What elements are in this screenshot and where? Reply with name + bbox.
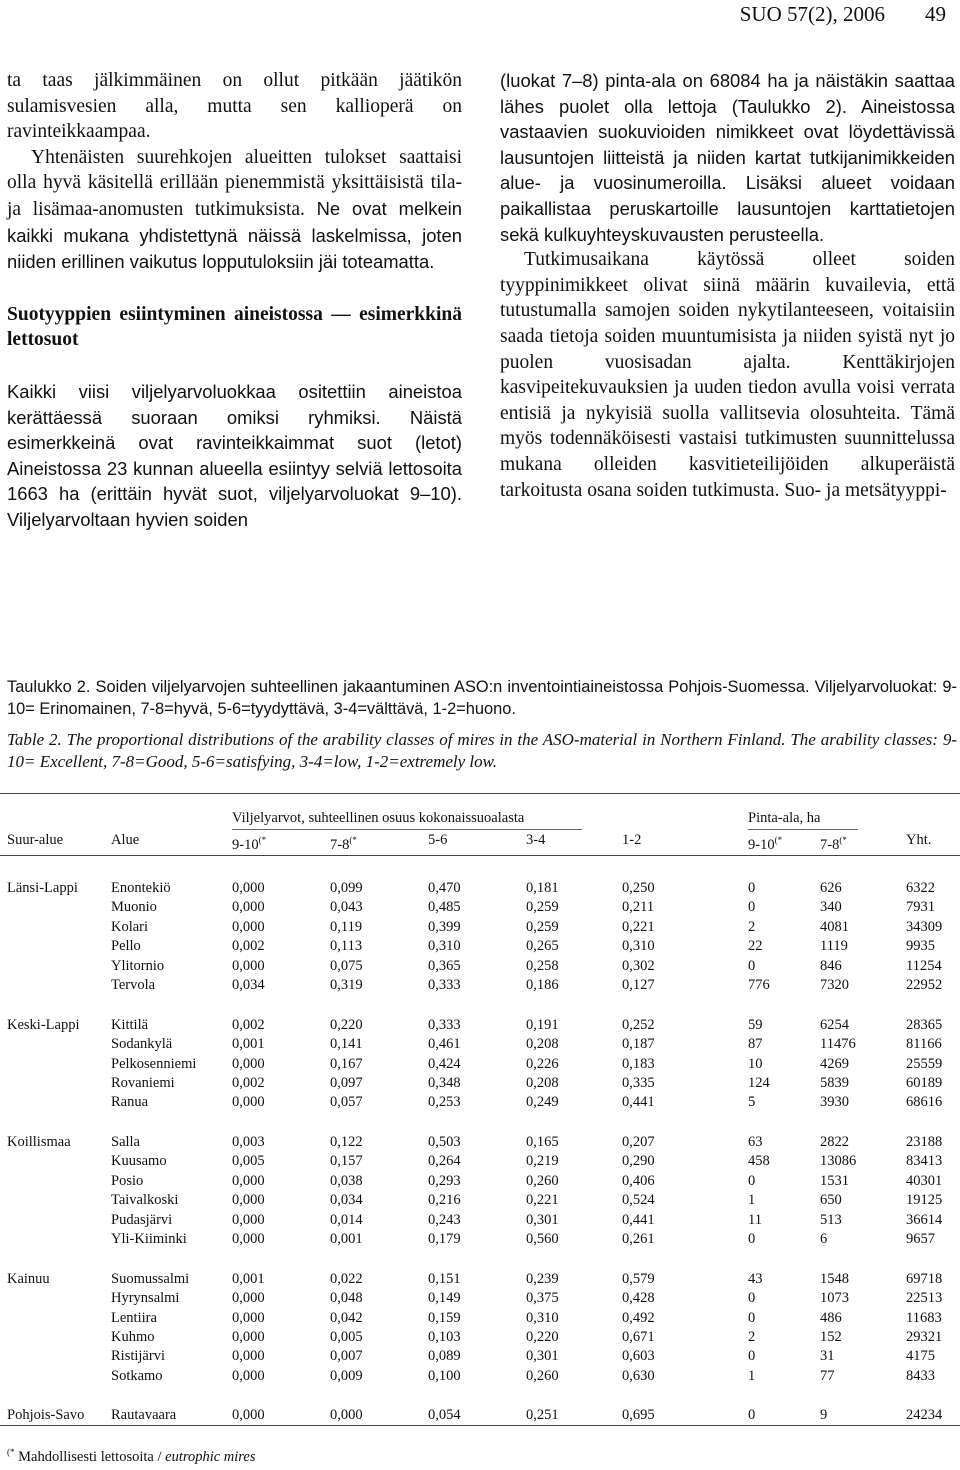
value-cell: 11683	[906, 1310, 942, 1326]
value-cell: 1119	[820, 938, 848, 954]
table-footnote: (* Mahdollisesti lettosoita / eutrophic mires	[7, 1447, 256, 1465]
value-cell: 9	[820, 1407, 828, 1423]
area-cell: Yli-Kiiminki	[111, 1231, 187, 1247]
value-cell: 0,113	[330, 938, 363, 954]
running-header	[740, 2, 946, 27]
value-cell: 0,258	[526, 958, 559, 974]
paragraph: ta taas jälkimmäinen on ollut pitkään jäätikön sulamisvesien alla, mutta sen kallioperä on ravinteikkaampaa.	[7, 70, 462, 143]
value-cell: 87	[748, 1036, 763, 1052]
value-cell: 0,127	[622, 977, 655, 993]
value-cell: 0,003	[232, 1134, 265, 1150]
value-cell: 0	[748, 1290, 756, 1306]
value-cell: 0,191	[526, 1017, 559, 1033]
value-cell: 7320	[820, 977, 849, 993]
value-cell: 28365	[906, 1017, 943, 1033]
paragraph-part: Näistä esimerkkeinä ovat ravinteikkaimmat suot (letot) Aineistossa 23 kunnan alueella esiintyy selviä lettosoita 1663 ha (erittäin hyvät suot, viljelyarvoluokat 9–10). Viljelyarvoltaan hyvien soiden	[7, 406, 462, 530]
value-cell: 0,399	[428, 919, 461, 935]
col-header: 3-4	[526, 832, 546, 848]
area-cell: Pudasjärvi	[111, 1212, 173, 1228]
value-cell: 0	[748, 1310, 756, 1326]
area-cell: Sotkamo	[111, 1368, 163, 1384]
area-cell: Kittilä	[111, 1017, 149, 1033]
value-cell: 0,211	[622, 899, 655, 915]
value-cell: 0,000	[232, 1290, 265, 1306]
region-cell: Koillismaa	[7, 1134, 71, 1150]
value-cell: 340	[820, 899, 842, 915]
value-cell: 0,630	[622, 1368, 655, 1384]
col-header: Yht.	[906, 832, 932, 848]
value-cell: 3930	[820, 1094, 849, 1110]
value-cell: 776	[748, 977, 770, 993]
area-cell: Kuhmo	[111, 1329, 155, 1345]
value-cell: 0,293	[428, 1173, 461, 1189]
value-cell: 24234	[906, 1407, 943, 1423]
value-cell: 0,265	[526, 938, 559, 954]
value-cell: 0,220	[526, 1329, 559, 1345]
value-cell: 0,000	[232, 899, 265, 915]
value-cell: 11476	[820, 1036, 856, 1052]
column-group-header: Pinta-ala, ha	[748, 810, 821, 826]
value-cell: 0,290	[622, 1153, 655, 1169]
value-cell: 0,000	[232, 1192, 265, 1208]
area-cell: Suomussalmi	[111, 1271, 190, 1287]
value-cell: 1531	[820, 1173, 849, 1189]
value-cell: 0	[748, 1407, 756, 1423]
value-cell: 22952	[906, 977, 943, 993]
value-cell: 0,034	[232, 977, 265, 993]
paragraph: Tutkimusaikana käytössä olleet soiden tyyppinimikkeet olivat siinä määrin kuvailevia, että tutustumalla samojen soiden nykytilanteeseen, voitaisiin saada tietoja soiden muuntumisista ja niiden syistä nyt jo puolen vuosisadan ajalta. Kenttäkirjojen kasvipeitekuvauksien ja uuden tiedon avulla voisi verrata entisiä ja nykyisiä suolla vallitsevia olosuhteita. Tämä myös todennäköisesti vastaisi tutkimusten suunnittelussa mukana olleiden kasvitieteilijöiden alkuperäistä tarkoitusta osana soiden tutkimusta. Suo- ja metsätyyppi-	[500, 249, 955, 501]
paragraph-part: Kaikki viisi viljelyarvoluokkaa ositettiin aineistoa kerättäessä suoraan omiksi ryhmiksi.	[7, 380, 462, 428]
table-top-rule	[0, 793, 960, 794]
area-cell: Muonio	[111, 899, 157, 915]
header-rule	[0, 855, 960, 856]
value-cell: 81166	[906, 1036, 942, 1052]
value-cell: 0,252	[622, 1017, 655, 1033]
value-cell: 0,221	[622, 919, 655, 935]
value-cell: 29321	[906, 1329, 943, 1345]
value-cell: 2822	[820, 1134, 849, 1150]
paragraph-part: Yhtenäisten suurehkojen alueitten tulokset saattaisi olla hyvä käsitellä erillään pienemmistä yksittäisistä tila- ja lisämaa-anomusten tutkimuksista.	[7, 146, 462, 220]
page-number: 49	[925, 2, 946, 26]
value-cell: 0,000	[232, 1212, 265, 1228]
area-cell: Taivalkoski	[111, 1192, 179, 1208]
value-cell: 0,002	[232, 1017, 265, 1033]
value-cell: 0,301	[526, 1348, 559, 1364]
value-cell: 0,220	[330, 1017, 363, 1033]
region-cell: Länsi-Lappi	[7, 880, 78, 896]
area-cell: Ristijärvi	[111, 1348, 165, 1364]
value-cell: 1	[748, 1192, 756, 1208]
value-cell: 0,100	[428, 1368, 461, 1384]
value-cell: 0,251	[526, 1407, 559, 1423]
value-cell: 0,141	[330, 1036, 363, 1052]
area-cell: Ranua	[111, 1094, 149, 1110]
value-cell: 83413	[906, 1153, 943, 1169]
value-cell: 0,302	[622, 958, 655, 974]
value-cell: 36614	[906, 1212, 943, 1228]
value-cell: 4175	[906, 1348, 935, 1364]
area-cell: Rovaniemi	[111, 1075, 175, 1091]
col-header: 5-6	[428, 832, 448, 848]
value-cell: 0	[748, 899, 756, 915]
value-cell: 0,333	[428, 977, 461, 993]
value-cell: 0,000	[232, 1407, 265, 1423]
value-cell: 0,424	[428, 1056, 461, 1072]
section-heading: Suotyyppien esiintyminen aineistossa — esimerkkinä lettosuot	[7, 303, 462, 351]
value-cell: 0,301	[526, 1212, 559, 1228]
value-cell: 0,208	[526, 1075, 559, 1091]
value-cell: 0	[748, 1348, 756, 1364]
value-cell: 2	[748, 1329, 756, 1345]
value-cell: 0,695	[622, 1407, 655, 1423]
value-cell: 0,159	[428, 1310, 461, 1326]
value-cell: 0,181	[526, 880, 559, 896]
value-cell: 59	[748, 1017, 763, 1033]
left-column	[7, 68, 462, 533]
value-cell: 0,253	[428, 1094, 461, 1110]
value-cell: 0	[748, 880, 756, 896]
value-cell: 0,099	[330, 880, 363, 896]
value-cell: 0,048	[330, 1290, 363, 1306]
area-cell: Ylitornio	[111, 958, 165, 974]
value-cell: 0,122	[330, 1134, 363, 1150]
value-cell: 6	[820, 1231, 828, 1247]
value-cell: 43	[748, 1271, 763, 1287]
value-cell: 0,000	[232, 1231, 265, 1247]
value-cell: 0,001	[232, 1036, 265, 1052]
value-cell: 0,000	[232, 1310, 265, 1326]
area-cell: Lentiira	[111, 1310, 157, 1326]
value-cell: 0,042	[330, 1310, 363, 1326]
col-header: Suur-alue	[7, 832, 64, 848]
value-cell: 0,000	[232, 1329, 265, 1345]
value-cell: 0,103	[428, 1329, 461, 1345]
value-cell: 0,183	[622, 1056, 655, 1072]
value-cell: 0,406	[622, 1173, 655, 1189]
value-cell: 0,441	[622, 1212, 655, 1228]
value-cell: 0,461	[428, 1036, 461, 1052]
value-cell: 0,470	[428, 880, 461, 896]
value-cell: 63	[748, 1134, 763, 1150]
value-cell: 0,603	[622, 1348, 655, 1364]
value-cell: 11254	[906, 958, 942, 974]
region-cell: Pohjois-Savo	[7, 1407, 85, 1423]
value-cell: 0,167	[330, 1056, 363, 1072]
value-cell: 0,002	[232, 938, 265, 954]
value-cell: 0,261	[622, 1231, 655, 1247]
value-cell: 0,579	[622, 1271, 655, 1287]
paragraph	[7, 145, 462, 276]
value-cell: 0,000	[232, 880, 265, 896]
value-cell: 0,009	[330, 1368, 363, 1384]
value-cell: 0,075	[330, 958, 363, 974]
value-cell: 0,089	[428, 1348, 461, 1364]
value-cell: 6254	[820, 1017, 849, 1033]
region-cell: Keski-Lappi	[7, 1017, 80, 1033]
col-header: 7-8(*	[330, 835, 357, 853]
value-cell: 0,348	[428, 1075, 461, 1091]
col-header: Alue	[111, 832, 140, 848]
value-cell: 650	[820, 1192, 842, 1208]
area-cell: Hyrynsalmi	[111, 1290, 180, 1306]
value-cell: 0,097	[330, 1075, 363, 1091]
value-cell: 1	[748, 1368, 756, 1384]
value-cell: 0,260	[526, 1368, 559, 1384]
area-cell: Salla	[111, 1134, 140, 1150]
value-cell: 34309	[906, 919, 943, 935]
value-cell: 0,503	[428, 1134, 461, 1150]
value-cell: 0,014	[330, 1212, 363, 1228]
value-cell: 0,264	[428, 1153, 461, 1169]
value-cell: 0,524	[622, 1192, 655, 1208]
value-cell: 0,001	[330, 1231, 363, 1247]
area-cell: Tervola	[111, 977, 156, 993]
paragraph	[7, 379, 462, 533]
value-cell: 22513	[906, 1290, 943, 1306]
value-cell: 5	[748, 1094, 756, 1110]
paragraph: (luokat 7–8) pinta-ala on 68084 ha ja näistäkin saattaa lähes puolet olla lettoja (Taulukko 2). Aineistossa vastaavien suokuvioiden nimikkeet ovat löydettävissä lausuntojen liitteistä ja niiden kartat tutkijanimikkeiden alue- ja vuosinumeroilla. Lisäksi alueet voidaan paikallistaa peruskartoille lausuntojen karttatietojen sekä kulkuyhteyskuvausten perusteella.	[500, 70, 955, 245]
value-cell: 25559	[906, 1056, 943, 1072]
value-cell: 513	[820, 1212, 842, 1228]
value-cell: 0,485	[428, 899, 461, 915]
value-cell: 0,492	[622, 1310, 655, 1326]
value-cell: 0,034	[330, 1192, 363, 1208]
value-cell: 69718	[906, 1271, 943, 1287]
col-header: 9-10(*	[748, 835, 783, 853]
column-group-header: Viljelyarvot, suhteellinen osuus kokonaissuoalasta	[232, 810, 525, 826]
table-caption-fi: Taulukko 2. Soiden viljelyarvojen suhteellinen jakaantuminen ASO:n inventointiaineistossa Pohjois-Suomessa. Viljelyarvoluokat: 9-10= Erinomainen, 7-8=hyvä, 5-6=tyydyttävä, 3-4=välttävä, 1-2=huono.	[7, 678, 957, 718]
value-cell: 0,249	[526, 1094, 559, 1110]
value-cell: 77	[820, 1368, 835, 1384]
value-cell: 0,221	[526, 1192, 559, 1208]
value-cell: 0,239	[526, 1271, 559, 1287]
col-header: 7-8(*	[820, 835, 847, 853]
value-cell: 0,000	[232, 1368, 265, 1384]
value-cell: 0,165	[526, 1134, 559, 1150]
value-cell: 0,219	[526, 1153, 559, 1169]
value-cell: 23188	[906, 1134, 943, 1150]
value-cell: 0,428	[622, 1290, 655, 1306]
area-cell: Enontekiö	[111, 880, 171, 896]
value-cell: 0	[748, 1231, 756, 1247]
value-cell: 0,005	[232, 1153, 265, 1169]
value-cell: 19125	[906, 1192, 943, 1208]
right-column	[500, 68, 955, 503]
journal-label: SUO 57(2), 2006	[739, 2, 885, 26]
value-cell: 10	[748, 1056, 763, 1072]
value-cell: 0,375	[526, 1290, 559, 1306]
value-cell: 0,000	[330, 1407, 363, 1423]
value-cell: 9935	[906, 938, 935, 954]
value-cell: 0,226	[526, 1056, 559, 1072]
value-cell: 0,043	[330, 899, 363, 915]
table-caption-en: Table 2. The proportional distributions of the arability classes of mires in the ASO-material in Northern Finland. The arability classes: 9-10= Excellent, 7-8=Good, 5-6=satisfying, 3-4=low, 1-2=extremely low.	[7, 730, 957, 771]
value-cell: 0,216	[428, 1192, 461, 1208]
value-cell: 0,038	[330, 1173, 363, 1189]
value-cell: 0,000	[232, 1056, 265, 1072]
value-cell: 68616	[906, 1094, 943, 1110]
area-cell: Kolari	[111, 919, 149, 935]
area-cell: Sodankylä	[111, 1036, 173, 1052]
value-cell: 0	[748, 1173, 756, 1189]
value-cell: 0,207	[622, 1134, 655, 1150]
value-cell: 0,260	[526, 1173, 559, 1189]
value-cell: 1073	[820, 1290, 849, 1306]
value-cell: 0	[748, 958, 756, 974]
value-cell: 0,250	[622, 880, 655, 896]
value-cell: 6322	[906, 880, 935, 896]
value-cell: 13086	[820, 1153, 857, 1169]
value-cell: 0,119	[330, 919, 363, 935]
value-cell: 0,000	[232, 919, 265, 935]
value-cell: 0,057	[330, 1094, 363, 1110]
value-cell: 11	[748, 1212, 762, 1228]
value-cell: 0,000	[232, 958, 265, 974]
area-cell: Kuusamo	[111, 1153, 167, 1169]
value-cell: 0,319	[330, 977, 363, 993]
value-cell: 846	[820, 958, 842, 974]
value-cell: 0,335	[622, 1075, 655, 1091]
value-cell: 0,671	[622, 1329, 655, 1345]
value-cell: 2	[748, 919, 756, 935]
value-cell: 0,007	[330, 1348, 363, 1364]
value-cell: 4081	[820, 919, 849, 935]
value-cell: 22	[748, 938, 763, 954]
value-cell: 0,022	[330, 1271, 363, 1287]
value-cell: 0,310	[428, 938, 461, 954]
area-cell: Rautavaara	[111, 1407, 177, 1423]
value-cell: 152	[820, 1329, 842, 1345]
value-cell: 0,365	[428, 958, 461, 974]
value-cell: 0,005	[330, 1329, 363, 1345]
value-cell: 0,151	[428, 1271, 461, 1287]
value-cell: 9657	[906, 1231, 935, 1247]
value-cell: 0,243	[428, 1212, 461, 1228]
paragraph-part: Ne ovat melkein kaikki mukana yhdistettynä näissä laskelmissa, joten niiden erillinen vaikutus lopputuloksiin jäi toteamatta.	[7, 197, 462, 273]
value-cell: 0,179	[428, 1231, 461, 1247]
table-bottom-rule	[0, 1425, 960, 1426]
area-cell: Pelkosenniemi	[111, 1056, 197, 1072]
value-cell: 0,157	[330, 1153, 363, 1169]
value-cell: 0,054	[428, 1407, 461, 1423]
value-cell: 0,186	[526, 977, 559, 993]
value-cell: 5839	[820, 1075, 849, 1091]
value-cell: 0,208	[526, 1036, 559, 1052]
value-cell: 0,000	[232, 1173, 265, 1189]
value-cell: 0,002	[232, 1075, 265, 1091]
value-cell: 7931	[906, 899, 935, 915]
value-cell: 60189	[906, 1075, 943, 1091]
value-cell: 1548	[820, 1271, 849, 1287]
value-cell: 0,259	[526, 919, 559, 935]
group-underline	[748, 829, 858, 830]
value-cell: 0,000	[232, 1094, 265, 1110]
value-cell: 626	[820, 880, 842, 896]
value-cell: 124	[748, 1075, 770, 1091]
value-cell: 0,000	[232, 1348, 265, 1364]
value-cell: 0,333	[428, 1017, 461, 1033]
col-header: 9-10(*	[232, 835, 267, 853]
col-header: 1-2	[622, 832, 642, 848]
value-cell: 0,441	[622, 1094, 655, 1110]
value-cell: 458	[748, 1153, 770, 1169]
region-cell: Kainuu	[7, 1271, 50, 1287]
value-cell: 0,001	[232, 1271, 265, 1287]
value-cell: 0,310	[526, 1310, 559, 1326]
value-cell: 0,149	[428, 1290, 461, 1306]
value-cell: 4269	[820, 1056, 849, 1072]
value-cell: 0,259	[526, 899, 559, 915]
value-cell: 40301	[906, 1173, 943, 1189]
value-cell: 486	[820, 1310, 842, 1326]
area-cell: Pello	[111, 938, 141, 954]
value-cell: 0,310	[622, 938, 655, 954]
value-cell: 0,560	[526, 1231, 559, 1247]
value-cell: 0,187	[622, 1036, 655, 1052]
value-cell: 8433	[906, 1368, 935, 1384]
area-cell: Posio	[111, 1173, 144, 1189]
group-underline	[232, 829, 582, 830]
value-cell: 31	[820, 1348, 835, 1364]
